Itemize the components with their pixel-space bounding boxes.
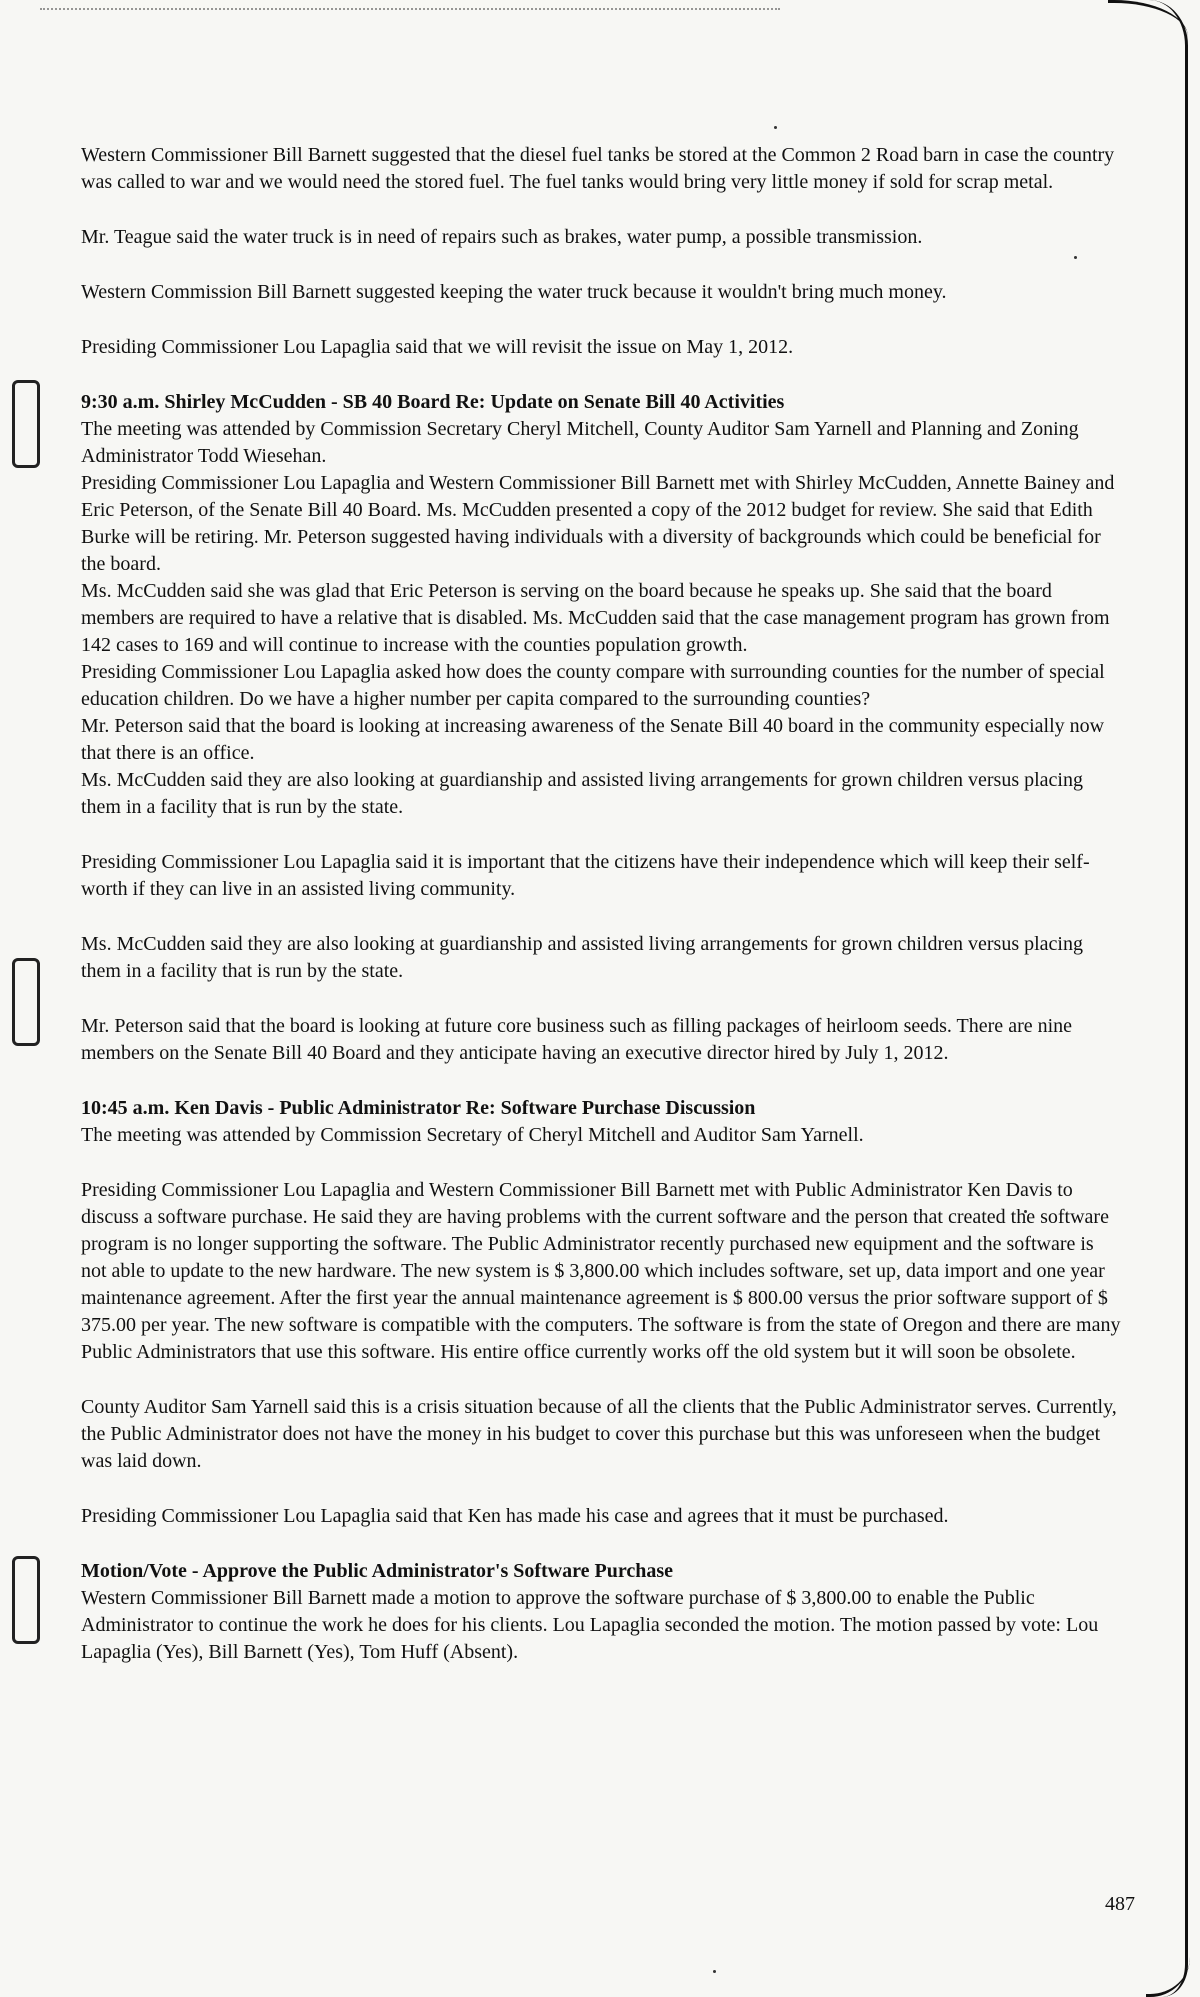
paragraph-water-truck-repairs: Mr. Teague said the water truck is in need of repairs such as brakes, water pump, a possible transmission. [81,226,923,248]
paragraph-awareness: Mr. Peterson said that the board is looking at increasing awareness of the Senate Bill 40 board in the community especially now that there is an office. [81,715,1105,764]
paragraph-crisis-situation: County Auditor Sam Yarnell said this is a crisis situation because of all the clients that the Public Administrator serves. Currently, the Public Administrator does not have the money in his budget to cover this purchase but this was unforeseen when the budget was laid down. [81,1396,1117,1472]
scan-speck [774,126,777,129]
page-curl-bottom [1146,1954,1190,1997]
paragraph-special-education: Presiding Commissioner Lou Lapaglia asked how does the county compare with surrounding counties for the number of special education children. Do we have a higher number per capita compared to the surrounding counties? [81,661,1105,710]
paragraph-motion-result: Western Commissioner Bill Barnett made a motion to approve the software purchase of $ 3,800.00 to enable the Public Administrator to continue the work he does for his clients. Lou Lapaglia seconded the motion. The motion passed by vote: Lou Lapaglia (Yes), Bill Barnett (Yes), Tom Huff (Absent). [81,1587,1099,1663]
page-curl-right [1149,0,1188,1997]
binder-hole-1 [12,380,40,468]
paragraph-fuel-tanks: Western Commissioner Bill Barnett suggested that the diesel fuel tanks be stored at the Common 2 Road barn in case the country was called to war and we would need the stored fuel. The fuel tanks would bring very little money if sold for scrap metal. [81,144,1115,193]
paragraph-revisit-issue: Presiding Commissioner Lou Lapaglia said that we will revisit the issue on May 1, 2012. [81,336,794,358]
paragraph-independence: Presiding Commissioner Lou Lapaglia said it is important that the citizens have their independence which will keep their self-worth if they can live in an assisted living community. [81,851,1090,900]
paragraph-software-attendance: The meeting was attended by Commission Secretary of Cheryl Mitchell and Auditor Sam Yarnell. [81,1124,864,1146]
binder-hole-2 [12,958,40,1046]
paragraph-agrees-purchase: Presiding Commissioner Lou Lapaglia said that Ken has made his case and agrees that it must be purchased. [81,1505,949,1527]
paragraph-software-details: Presiding Commissioner Lou Lapaglia and Western Commissioner Bill Barnett met with Public Administrator Ken Davis to discuss a software purchase. He said they are having problems with the current software and the person that created the software program is no longer supporting the software. The Public Administrator recently purchased new equipment and the software is not able to update to the new hardware. The new system is $ 3,800.00 which includes software, set up, data import and one year maintenance agreement. After the first year the annual maintenance agreement is $ 800.00 versus the prior software support of $ 375.00 per year. The new software is compatible with the computers. The software is from the state of Oregon and there are many Public Administrators that use this software. His entire office currently works off the old system but it will soon be obsolete. [81,1179,1121,1363]
paragraph-guardianship-2: Ms. McCudden said they are also looking at guardianship and assisted living arrangements for grown children versus placing them in a facility that is run by the state. [81,933,1083,982]
paragraph-guardianship-1: Ms. McCudden said they are also looking at guardianship and assisted living arrangements for grown children versus placing them in a facility that is run by the state. [81,769,1083,818]
scan-speck [713,1970,716,1973]
binder-hole-3 [12,1556,40,1644]
paragraph-heirloom-seeds: Mr. Peterson said that the board is looking at future core business such as filling packages of heirloom seeds. There are nine members on the Senate Bill 40 Board and they anticipate having an executive director hired by July 1, 2012. [81,1015,1073,1064]
heading-software-purchase: 10:45 a.m. Ken Davis - Public Administrator Re: Software Purchase Discussion [81,1097,756,1119]
paragraph-keep-water-truck: Western Commission Bill Barnett suggested keeping the water truck because it wouldn't bring much money. [81,281,947,303]
paragraph-sb40-meeting: Presiding Commissioner Lou Lapaglia and Western Commissioner Bill Barnett met with Shirley McCudden, Annette Bainey and Eric Peterson, of the Senate Bill 40 Board. Ms. McCudden presented a copy of the 2012 budget for review. She said that Edith Burke will be retiring. Mr. Peterson suggested having individuals with a diversity of backgrounds which could be beneficial for the board. [81,472,1115,575]
paragraph-sb40-attendance: The meeting was attended by Commission Secretary Cheryl Mitchell, County Auditor Sam Yarnell and Planning and Zoning Administrator Todd Wiesehan. [81,418,1079,467]
minutes-body [81,142,1121,1666]
heading-motion-vote: Motion/Vote - Approve the Public Administrator's Software Purchase [81,1560,674,1582]
paragraph-case-management: Ms. McCudden said she was glad that Eric Peterson is serving on the board because he speaks up. She said that the board members are required to have a relative that is disabled. Ms. McCudden said that the case management program has grown from 142 cases to 169 and will continue to increase with the counties population growth. [81,580,1110,656]
scan-artifact-top [40,0,780,10]
heading-sb40-update: 9:30 a.m. Shirley McCudden - SB 40 Board Re: Update on Senate Bill 40 Activities [81,391,785,413]
page-number: 487 [1105,1893,1135,1915]
